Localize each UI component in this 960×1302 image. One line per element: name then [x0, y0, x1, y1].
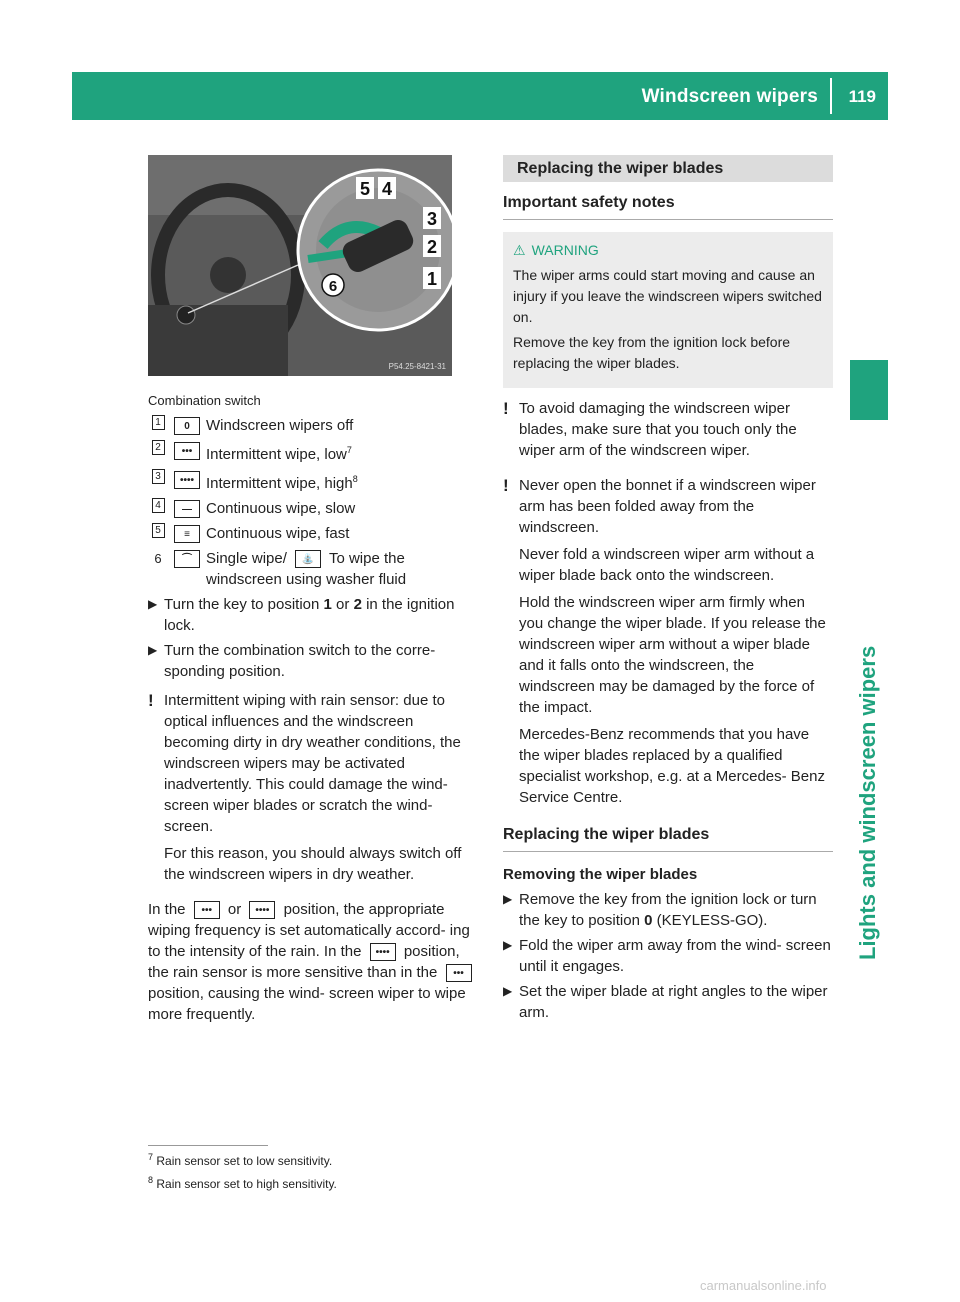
- header-divider: [830, 78, 832, 114]
- caution-note: ! Never open the bonnet if a windscreen wiper arm has been folded away from the windscreen. Never fold a windscreen wiper arm without a wiper blade back onto the windscreen. Hold the windscreen wiper arm firmly when you change the wiper blade. If you release the windscreen wiper arm without a wiper blade and it falls onto the windscreen, the windscreen may be damaged by the force of the impact. Mercedes-Benz recommends that you have the wiper blades replaced by a qualified specialist workshop, e.g. at a Mercedes- Benz Service Centre.: [503, 475, 833, 814]
- legend-number: 1: [152, 415, 165, 430]
- footnote-ref: 7: [346, 445, 352, 455]
- caution-note: ! Intermittent wiping with rain sensor: due to optical influences and the windscreen becoming dirty in dry weather conditions, the windscreen wipers may be activated inadvertently. This could damage the wind- screen wiper blades or scratch the wind- screen. For this reason, you should always switch off the windscreen wipers in dry weather.: [148, 690, 482, 891]
- callout-3: 3: [426, 209, 438, 229]
- footnote-ref: 8: [352, 474, 358, 484]
- dashboard-illustration: [148, 155, 452, 376]
- step-arrow-icon: ▶: [148, 597, 158, 611]
- callout-2: 2: [426, 237, 438, 257]
- instruction-step: ▶ Turn the key to position 1 or 2 in the ignition lock.: [148, 596, 455, 634]
- intermittent-low-icon: •••: [174, 442, 200, 460]
- subsection-heading: Important safety notes: [503, 192, 833, 220]
- intermittent-high-icon: ••••: [174, 471, 200, 489]
- legend-text: Intermittent wipe, high: [206, 475, 353, 492]
- continuous-fast-icon: ≡: [174, 525, 200, 543]
- legend-text: Windscreen wipers off: [206, 417, 354, 434]
- washer-fluid-icon: ⛲: [295, 550, 321, 568]
- exclamation-icon: !: [503, 399, 509, 418]
- legend-text: Single wipe/: [206, 550, 287, 567]
- legend-text: Continuous wipe, slow: [206, 500, 356, 517]
- exclamation-icon: !: [503, 476, 509, 495]
- chapter-label: Lights and windscreen wipers: [855, 645, 880, 960]
- legend-number: 2: [152, 440, 165, 455]
- callout-5: 5: [359, 179, 371, 199]
- right-column: [503, 155, 833, 1027]
- legend-text: Continuous wipe, fast: [206, 525, 350, 542]
- chapter-tab: [850, 360, 888, 420]
- left-column: [148, 155, 482, 1031]
- instruction-step: ▶ Remove the key from the ignition lock or turn the key to position 0 (KEYLESS-GO).: [503, 891, 817, 929]
- callout-6: 6: [328, 278, 338, 295]
- footnotes: [148, 1145, 548, 1194]
- warning-title: WARNING: [531, 242, 599, 258]
- header-bar: [72, 72, 888, 120]
- legend-number: 4: [152, 498, 165, 513]
- intermittent-low-icon: •••: [446, 964, 472, 982]
- legend-text: To wipe the windscreen using washer fluid: [206, 550, 407, 588]
- instruction-step: ▶ Set the wiper blade at right angles to the wiper arm.: [503, 983, 828, 1021]
- legend-item-5: [148, 523, 482, 544]
- legend-text: Intermittent wipe, low: [206, 446, 347, 463]
- procedure-heading: Removing the wiper blades: [503, 866, 698, 883]
- legend-item-3: [148, 469, 482, 494]
- exclamation-icon: !: [148, 691, 154, 710]
- page-section-title: Windscreen wipers: [641, 86, 818, 107]
- watermark: carmanualsonline.info: [700, 1278, 827, 1293]
- warning-box: ⚠ WARNING The wiper arms could start moving and cause an injury if you leave the windscreen wipers switched on. Remove the key from the ignition lock before replacing the wiper blades.: [503, 232, 833, 388]
- legend-item-1: [148, 415, 482, 436]
- footnote: $^8$ Rain sensor set to high sensitivity.: [148, 1175, 337, 1191]
- intermittent-high-icon: ••••: [249, 901, 275, 919]
- footnote-rule: [148, 1145, 268, 1146]
- page-number: 119: [848, 87, 876, 106]
- section-heading: Replacing the wiper blades: [503, 155, 833, 182]
- legend-item-4: [148, 498, 482, 519]
- legend-number: 3: [152, 469, 165, 484]
- single-wipe-icon: ⌒: [174, 550, 200, 568]
- instruction-step: ▶ Turn the combination switch to the corre- sponding position.: [148, 642, 436, 680]
- instruction-step: ▶ Fold the wiper arm away from the wind- screen until it engages.: [503, 937, 831, 975]
- legend-number: 5: [152, 523, 165, 538]
- legend-item-6: [148, 548, 482, 590]
- callout-1: 1: [426, 269, 438, 289]
- step-arrow-icon: ▶: [148, 643, 158, 657]
- intermittent-low-icon: •••: [194, 901, 220, 919]
- combination-switch-figure: [148, 155, 452, 376]
- caution-note: ! To avoid damaging the windscreen wiper blades, make sure that you touch only the wiper arm of the windscreen wiper.: [503, 398, 833, 467]
- intermittent-high-icon: ••••: [370, 943, 396, 961]
- warning-triangle-icon: ⚠: [513, 242, 526, 258]
- figure-code: P54.25-8421-31: [388, 362, 446, 371]
- step-arrow-icon: ▶: [503, 892, 513, 906]
- wiper-off-icon: 0: [174, 417, 200, 435]
- continuous-slow-icon: —: [174, 500, 200, 518]
- step-arrow-icon: ▶: [503, 938, 513, 952]
- legend-item-2: [148, 440, 482, 465]
- figure-caption: Combination switch: [148, 393, 261, 408]
- step-arrow-icon: ▶: [503, 984, 513, 998]
- subsection-heading: Replacing the wiper blades: [503, 824, 833, 852]
- callout-4: 4: [381, 179, 393, 199]
- footnote: $^7$ Rain sensor set to low sensitivity.: [148, 1152, 333, 1168]
- rain-sensor-paragraph: In the ••• or •••• position, the appropriate wiping frequency is set automatically accord- ing to the intensity of the rain. In the •••• position, the rain sensor is more sensitive than in the ••• position, causing the wind- screen wiper to wipe more frequently.: [148, 901, 470, 1023]
- legend-number: 6: [154, 551, 162, 566]
